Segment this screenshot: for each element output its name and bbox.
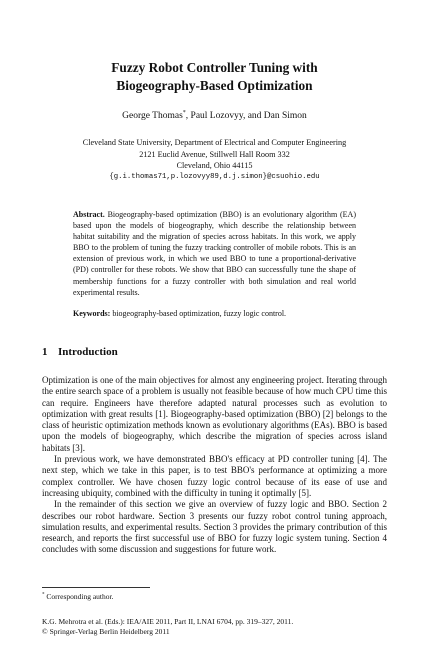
paragraph: In previous work, we have demonstrated BBO's efficacy at PD controller tuning [4]. The next step, which we take in this paper, is to test BBO's performance at optimizing a more complex controller. We have chosen fuzzy logic control because of its ease of use and increasing ubiquity, combined with the difficulty in tuning it optimally [5].: [42, 454, 387, 498]
author-list: [40, 110, 389, 121]
keywords-text: biogeography-based optimization, fuzzy logic control.: [112, 309, 287, 318]
paragraph: Optimization is one of the main objectives for almost any engineering project. Iterating through the entire search space of a problem is usually not feasible because of how much CPU time this can require. Engineers have therefore adapted natural processes such as evolution to optimization with great results [1]. Biogeography-based optimization (BBO) [2] belongs to the class of heuristic optimization methods known as evolutionary algorithms (EAs). BBO is based upon the models of biogeography, which describe the migration of species across island habitats [3].: [42, 375, 387, 453]
section-number: 1: [42, 346, 48, 358]
author-name: George Thomas: [122, 111, 183, 122]
citation: [42, 617, 387, 637]
title-line-1: Fuzzy Robot Controller Tuning with: [111, 60, 318, 75]
abstract-label: Abstract.: [73, 210, 105, 219]
affiliation-line-1: Cleveland State University, Department of Electrical and Computer Engineering: [82, 138, 347, 147]
abstract-text: Biogeography-based optimization (BBO) is an evolutionary algorithm (EA) based upon the models of biogeography, which describe the relationship between habitat suitability and the migration of species across habitats. In this work, we apply BBO to the problem of tuning the fuzzy tracking controller of mobile robots. This is an extension of previous work, in which we used BBO to tune a proportional-derivative (PD) controller for these robots. We show that BBO can successfully tune the shape of membership functions for a fuzzy controller with both simulation and real world experimental results.: [73, 210, 356, 297]
other-authors: , Paul Lozovyy, and Dan Simon: [185, 111, 307, 122]
affiliation-line-2: 2121 Euclid Avenue, Stillwell Hall Room 332: [139, 149, 290, 159]
author-emails: {g.i.thomas71,p.lozovyy89,d.j.simon}@csuohio.edu: [109, 172, 320, 181]
keywords: [73, 308, 356, 319]
section-title: Introduction: [58, 346, 118, 358]
citation-line-1: K.G. Mehrotra et al. (Eds.): IEA/AIE 2011, Part II, LNAI 6704, pp. 319–327, 2011.: [42, 617, 294, 626]
paper-title: [60, 59, 369, 95]
footnote-text: Corresponding author.: [46, 592, 114, 601]
keywords-label: Keywords:: [73, 309, 111, 318]
section-body: [42, 375, 387, 556]
citation-line-2: © Springer-Verlag Berlin Heidelberg 2011: [42, 627, 170, 636]
corresponding-mark: *: [182, 110, 186, 116]
footnote: [42, 592, 387, 601]
paragraph: In the remainder of this section we give an overview of fuzzy logic and BBO. Section 2 describes our robot hardware. Section 3 presents our fuzzy robot control tuning approach, simulation results, and experimental results. Section 3 provides the primary contribution of this research, and reports the first successful use of BBO for fuzzy logic system tuning. Section 4 concludes with some discussion and suggestions for future work.: [42, 499, 387, 555]
affiliation-line-3: Cleveland, Ohio 44115: [176, 161, 253, 170]
footnote-mark: *: [42, 592, 45, 598]
abstract: [73, 209, 356, 298]
section-heading: [42, 346, 387, 358]
title-line-2: Biogeography-Based Optimization: [116, 78, 313, 93]
footnote-rule: [42, 587, 150, 588]
affiliation: [40, 137, 389, 183]
